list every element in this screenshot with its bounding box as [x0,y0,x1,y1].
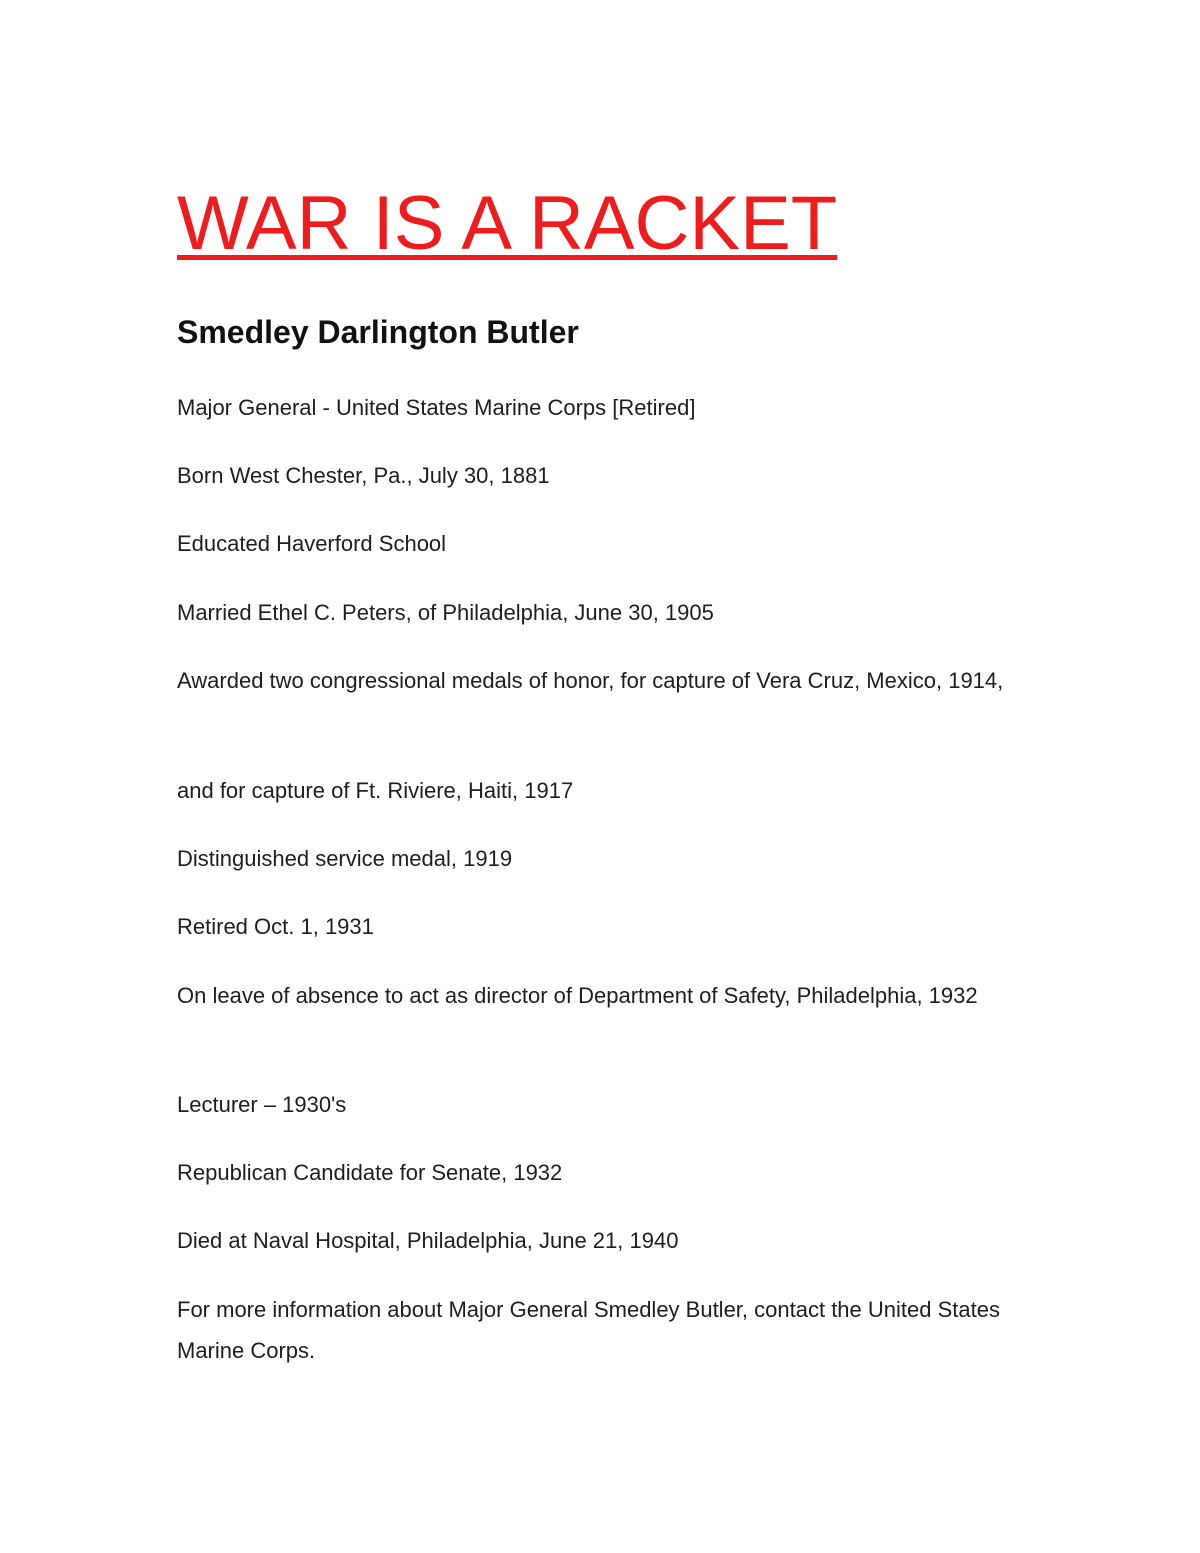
bio-line-retired: Retired Oct. 1, 1931 [177,914,374,939]
bio-line-marriage: Married Ethel C. Peters, of Philadelphia, June 30, 1905 [177,600,714,625]
author-name: Smedley Darlington Butler [177,314,579,350]
bio-line-more-info: For more information about Major General Smedley Butler, contact the United States Marine Corps. [177,1297,1000,1363]
bio-line-education: Educated Haverford School [177,531,447,556]
document-title: WAR IS A RACKET [177,181,838,266]
bio-line-rank: Major General - United States Marine Corps [Retired] [177,395,696,420]
bio-line-leave: On leave of absence to act as director of Department of Safety, Philadelphia, 1932 [177,983,978,1008]
bio-line-service-medal: Distinguished service medal, 1919 [177,846,513,871]
bio-line-born: Born West Chester, Pa., July 30, 1881 [177,463,550,488]
bio-line-candidate: Republican Candidate for Senate, 1932 [177,1160,563,1185]
bio-line-lecturer: Lecturer – 1930's [177,1092,347,1117]
bio-line-died: Died at Naval Hospital, Philadelphia, June 21, 1940 [177,1228,679,1253]
bio-line-haiti: and for capture of Ft. Riviere, Haiti, 1917 [177,778,574,803]
bio-line-medals: Awarded two congressional medals of honor, for capture of Vera Cruz, Mexico, 1914, [177,668,1004,693]
